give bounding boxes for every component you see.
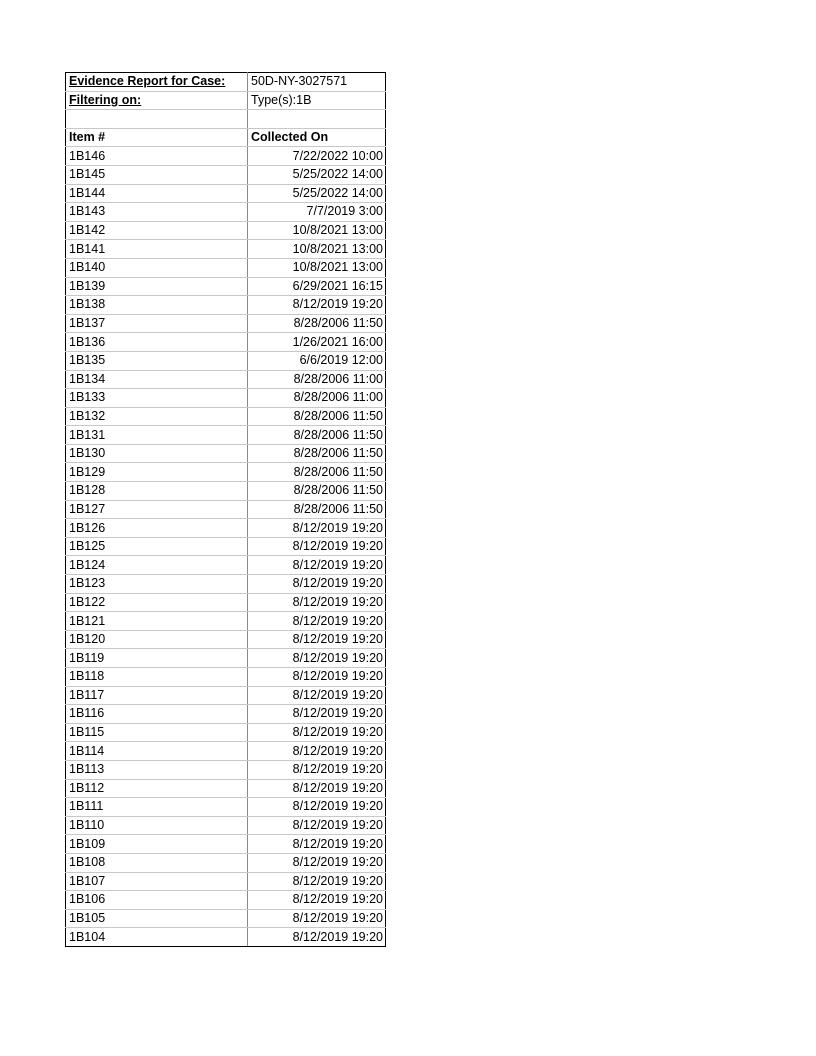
item-number-cell: 1B136: [66, 333, 248, 352]
item-number-cell: 1B140: [66, 258, 248, 277]
collected-on-cell: 7/7/2019 3:00: [248, 203, 386, 222]
column-header-row: [66, 128, 386, 147]
item-number-cell: 1B143: [66, 203, 248, 222]
collected-on-cell: 8/12/2019 19:20: [248, 686, 386, 705]
collected-on-cell: 8/12/2019 19:20: [248, 575, 386, 594]
spacer-cell: [66, 110, 248, 129]
table-row: [66, 314, 386, 333]
collected-on-cell: 8/28/2006 11:50: [248, 426, 386, 445]
collected-on-cell: 8/28/2006 11:50: [248, 482, 386, 501]
filter-label: Filtering on:: [66, 91, 248, 110]
item-number-cell: 1B112: [66, 779, 248, 798]
evidence-report-table: [65, 72, 386, 947]
item-number-cell: 1B104: [66, 928, 248, 947]
table-row: [66, 779, 386, 798]
collected-on-column-header: Collected On: [248, 128, 386, 147]
item-number-cell: 1B138: [66, 296, 248, 315]
item-number-cell: 1B124: [66, 556, 248, 575]
item-number-cell: 1B139: [66, 277, 248, 296]
table-row: [66, 426, 386, 445]
collected-on-cell: 8/12/2019 19:20: [248, 891, 386, 910]
item-number-cell: 1B105: [66, 909, 248, 928]
table-row: [66, 760, 386, 779]
item-number-cell: 1B119: [66, 649, 248, 668]
item-number-cell: 1B107: [66, 872, 248, 891]
collected-on-cell: 8/28/2006 11:50: [248, 314, 386, 333]
collected-on-cell: 8/12/2019 19:20: [248, 593, 386, 612]
table-row: [66, 630, 386, 649]
table-row: [66, 203, 386, 222]
item-number-cell: 1B106: [66, 891, 248, 910]
collected-on-cell: 8/12/2019 19:20: [248, 537, 386, 556]
item-number-cell: 1B125: [66, 537, 248, 556]
item-number-cell: 1B145: [66, 165, 248, 184]
collected-on-cell: 8/28/2006 11:50: [248, 500, 386, 519]
collected-on-cell: 10/8/2021 13:00: [248, 221, 386, 240]
collected-on-cell: 8/12/2019 19:20: [248, 705, 386, 724]
table-row: [66, 723, 386, 742]
item-number-cell: 1B120: [66, 630, 248, 649]
item-number-cell: 1B121: [66, 612, 248, 631]
table-row: [66, 816, 386, 835]
item-number-cell: 1B133: [66, 389, 248, 408]
table-row: [66, 444, 386, 463]
item-number-cell: 1B129: [66, 463, 248, 482]
collected-on-cell: 10/8/2021 13:00: [248, 240, 386, 259]
collected-on-cell: 8/12/2019 19:20: [248, 612, 386, 631]
table-row: [66, 556, 386, 575]
item-number-cell: 1B117: [66, 686, 248, 705]
spacer-row: [66, 110, 386, 129]
collected-on-cell: 8/28/2006 11:50: [248, 463, 386, 482]
table-row: [66, 872, 386, 891]
collected-on-cell: 1/26/2021 16:00: [248, 333, 386, 352]
item-number-cell: 1B127: [66, 500, 248, 519]
collected-on-cell: 8/12/2019 19:20: [248, 296, 386, 315]
case-row: [66, 73, 386, 92]
collected-on-cell: 8/12/2019 19:20: [248, 853, 386, 872]
table-row: [66, 165, 386, 184]
collected-on-cell: 8/12/2019 19:20: [248, 779, 386, 798]
table-row: [66, 742, 386, 761]
table-row: [66, 928, 386, 947]
item-column-header: Item #: [66, 128, 248, 147]
item-number-cell: 1B137: [66, 314, 248, 333]
table-row: [66, 370, 386, 389]
collected-on-cell: 8/28/2006 11:50: [248, 444, 386, 463]
collected-on-cell: 10/8/2021 13:00: [248, 258, 386, 277]
item-number-cell: 1B109: [66, 835, 248, 854]
table-row: [66, 537, 386, 556]
filter-row: [66, 91, 386, 110]
collected-on-cell: 8/12/2019 19:20: [248, 649, 386, 668]
table-row: [66, 891, 386, 910]
table-row: [66, 258, 386, 277]
table-row: [66, 575, 386, 594]
item-number-cell: 1B115: [66, 723, 248, 742]
table-row: [66, 500, 386, 519]
item-number-cell: 1B108: [66, 853, 248, 872]
collected-on-cell: 8/28/2006 11:00: [248, 370, 386, 389]
collected-on-cell: 8/12/2019 19:20: [248, 835, 386, 854]
collected-on-cell: 5/25/2022 14:00: [248, 165, 386, 184]
table-row: [66, 389, 386, 408]
item-number-cell: 1B118: [66, 668, 248, 687]
item-number-cell: 1B142: [66, 221, 248, 240]
collected-on-cell: 8/12/2019 19:20: [248, 798, 386, 817]
table-row: [66, 798, 386, 817]
collected-on-cell: 8/12/2019 19:20: [248, 723, 386, 742]
collected-on-cell: 8/12/2019 19:20: [248, 909, 386, 928]
table-row: [66, 649, 386, 668]
item-number-cell: 1B128: [66, 482, 248, 501]
collected-on-cell: 8/12/2019 19:20: [248, 816, 386, 835]
item-number-cell: 1B123: [66, 575, 248, 594]
collected-on-cell: 8/12/2019 19:20: [248, 872, 386, 891]
item-number-cell: 1B126: [66, 519, 248, 538]
table-row: [66, 519, 386, 538]
spacer-cell: [248, 110, 386, 129]
evidence-report-body: [66, 73, 386, 947]
case-label: Evidence Report for Case:: [66, 73, 248, 92]
item-number-cell: 1B116: [66, 705, 248, 724]
filter-value: Type(s):1B: [248, 91, 386, 110]
table-row: [66, 407, 386, 426]
item-number-cell: 1B130: [66, 444, 248, 463]
table-row: [66, 463, 386, 482]
table-row: [66, 221, 386, 240]
collected-on-cell: 6/29/2021 16:15: [248, 277, 386, 296]
table-row: [66, 296, 386, 315]
table-row: [66, 909, 386, 928]
collected-on-cell: 6/6/2019 12:00: [248, 351, 386, 370]
collected-on-cell: 7/22/2022 10:00: [248, 147, 386, 166]
collected-on-cell: 8/12/2019 19:20: [248, 928, 386, 947]
item-number-cell: 1B132: [66, 407, 248, 426]
case-number: 50D-NY-3027571: [248, 73, 386, 92]
table-row: [66, 612, 386, 631]
item-number-cell: 1B111: [66, 798, 248, 817]
collected-on-cell: 8/12/2019 19:20: [248, 519, 386, 538]
table-row: [66, 482, 386, 501]
item-number-cell: 1B113: [66, 760, 248, 779]
table-row: [66, 593, 386, 612]
item-number-cell: 1B144: [66, 184, 248, 203]
collected-on-cell: 8/12/2019 19:20: [248, 760, 386, 779]
collected-on-cell: 8/12/2019 19:20: [248, 668, 386, 687]
item-number-cell: 1B110: [66, 816, 248, 835]
collected-on-cell: 5/25/2022 14:00: [248, 184, 386, 203]
table-row: [66, 147, 386, 166]
table-row: [66, 686, 386, 705]
table-row: [66, 668, 386, 687]
item-number-cell: 1B134: [66, 370, 248, 389]
table-row: [66, 240, 386, 259]
table-row: [66, 705, 386, 724]
collected-on-cell: 8/28/2006 11:00: [248, 389, 386, 408]
item-number-cell: 1B114: [66, 742, 248, 761]
item-number-cell: 1B122: [66, 593, 248, 612]
table-row: [66, 333, 386, 352]
item-number-cell: 1B146: [66, 147, 248, 166]
collected-on-cell: 8/12/2019 19:20: [248, 742, 386, 761]
collected-on-cell: 8/12/2019 19:20: [248, 556, 386, 575]
item-number-cell: 1B135: [66, 351, 248, 370]
item-number-cell: 1B131: [66, 426, 248, 445]
table-row: [66, 835, 386, 854]
table-row: [66, 853, 386, 872]
table-row: [66, 277, 386, 296]
table-row: [66, 184, 386, 203]
collected-on-cell: 8/12/2019 19:20: [248, 630, 386, 649]
table-row: [66, 351, 386, 370]
collected-on-cell: 8/28/2006 11:50: [248, 407, 386, 426]
item-number-cell: 1B141: [66, 240, 248, 259]
